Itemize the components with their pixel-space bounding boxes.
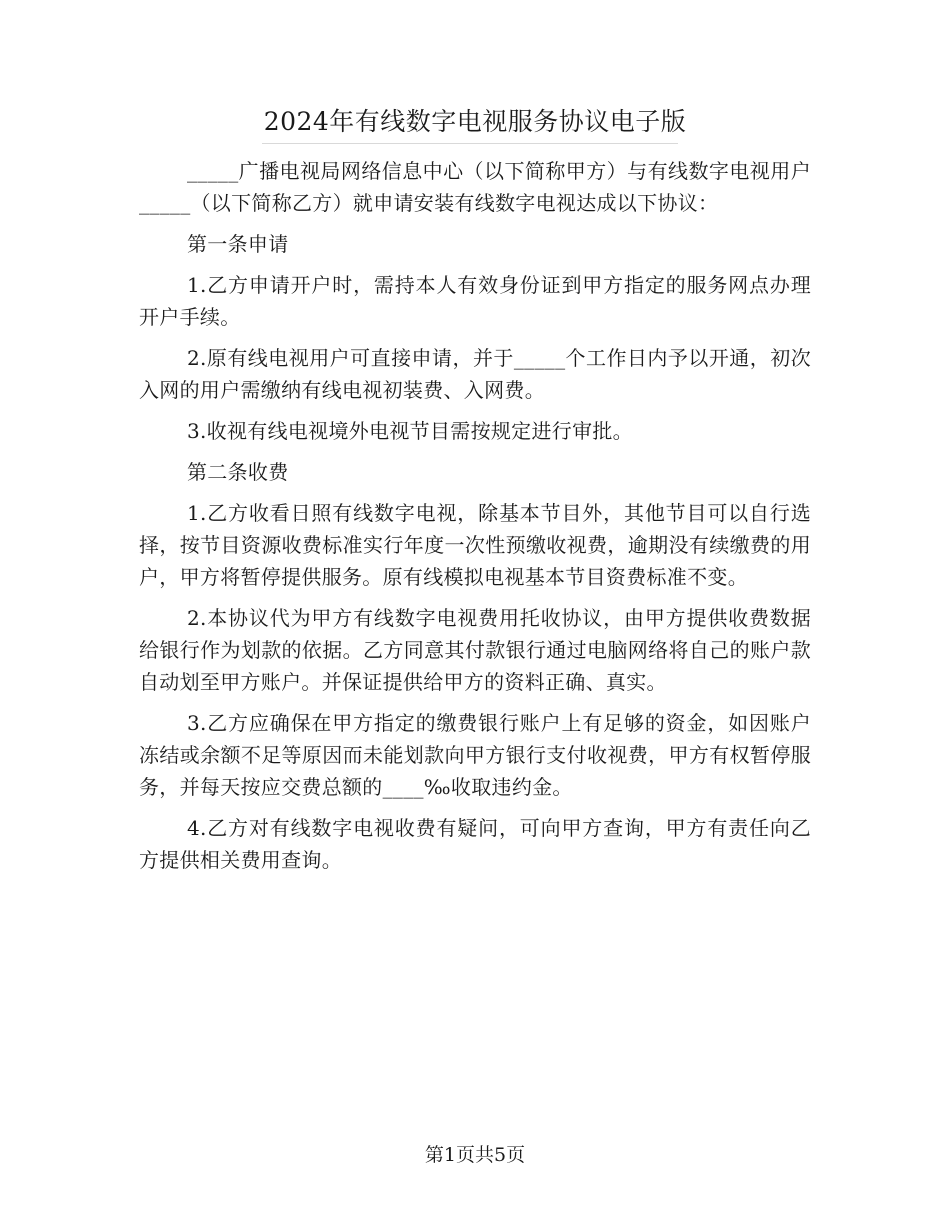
- clause-paragraph: 2.本协议代为甲方有线数字电视费用托收协议，由甲方提供收费数据给银行作为划款的依据。乙方同意其付款银行通过电脑网络将自己的账户款自动划至甲方账户。并保证提供给甲方的资料正确、真实。: [139, 606, 811, 694]
- clause-paragraph: 3.收视有线电视境外电视节目需按规定进行审批。: [187, 419, 633, 443]
- clause-paragraph: 1.乙方申请开户时，需持本人有效身份证到甲方指定的服务网点办理开户手续。: [139, 273, 811, 329]
- intro-paragraph: _____广播电视局网络信息中心（以下简称甲方）与有线数字电视用户_____（以下简称乙方）就申请安装有线数字电视达成以下协议：: [139, 159, 811, 215]
- clause-paragraph: 4.乙方对有线数字电视收费有疑问，可向甲方查询，甲方有责任向乙方提供相关费用查询。: [139, 816, 811, 872]
- document-body: [139, 155, 811, 885]
- clause-paragraph: 2.原有线电视用户可直接申请，并于_____个工作日内予以开通，初次入网的用户需缴纳有线电视初装费、入网费。: [139, 346, 811, 402]
- clause-paragraph: 3.乙方应确保在甲方指定的缴费银行账户上有足够的资金，如因账户冻结或余额不足等原因而未能划款向甲方银行支付收视费，甲方有权暂停服务，并每天按应交费总额的____‰收取违约金。: [139, 711, 811, 799]
- section-heading-fees: 第二条收费: [187, 460, 289, 484]
- title-underline: [262, 143, 678, 144]
- clause-paragraph: 1.乙方收看日照有线数字电视，除基本节目外，其他节目可以自行选择，按节目资源收费标准实行年度一次性预缴收视费，逾期没有续缴费的用户，甲方将暂停提供服务。原有线模拟电视基本节目资费标准不变。: [139, 501, 811, 589]
- document-title: 2024年有线数字电视服务协议电子版: [263, 107, 687, 136]
- section-heading-application: 第一条申请: [187, 232, 289, 256]
- page-number: 第1页共5页: [424, 1144, 526, 1166]
